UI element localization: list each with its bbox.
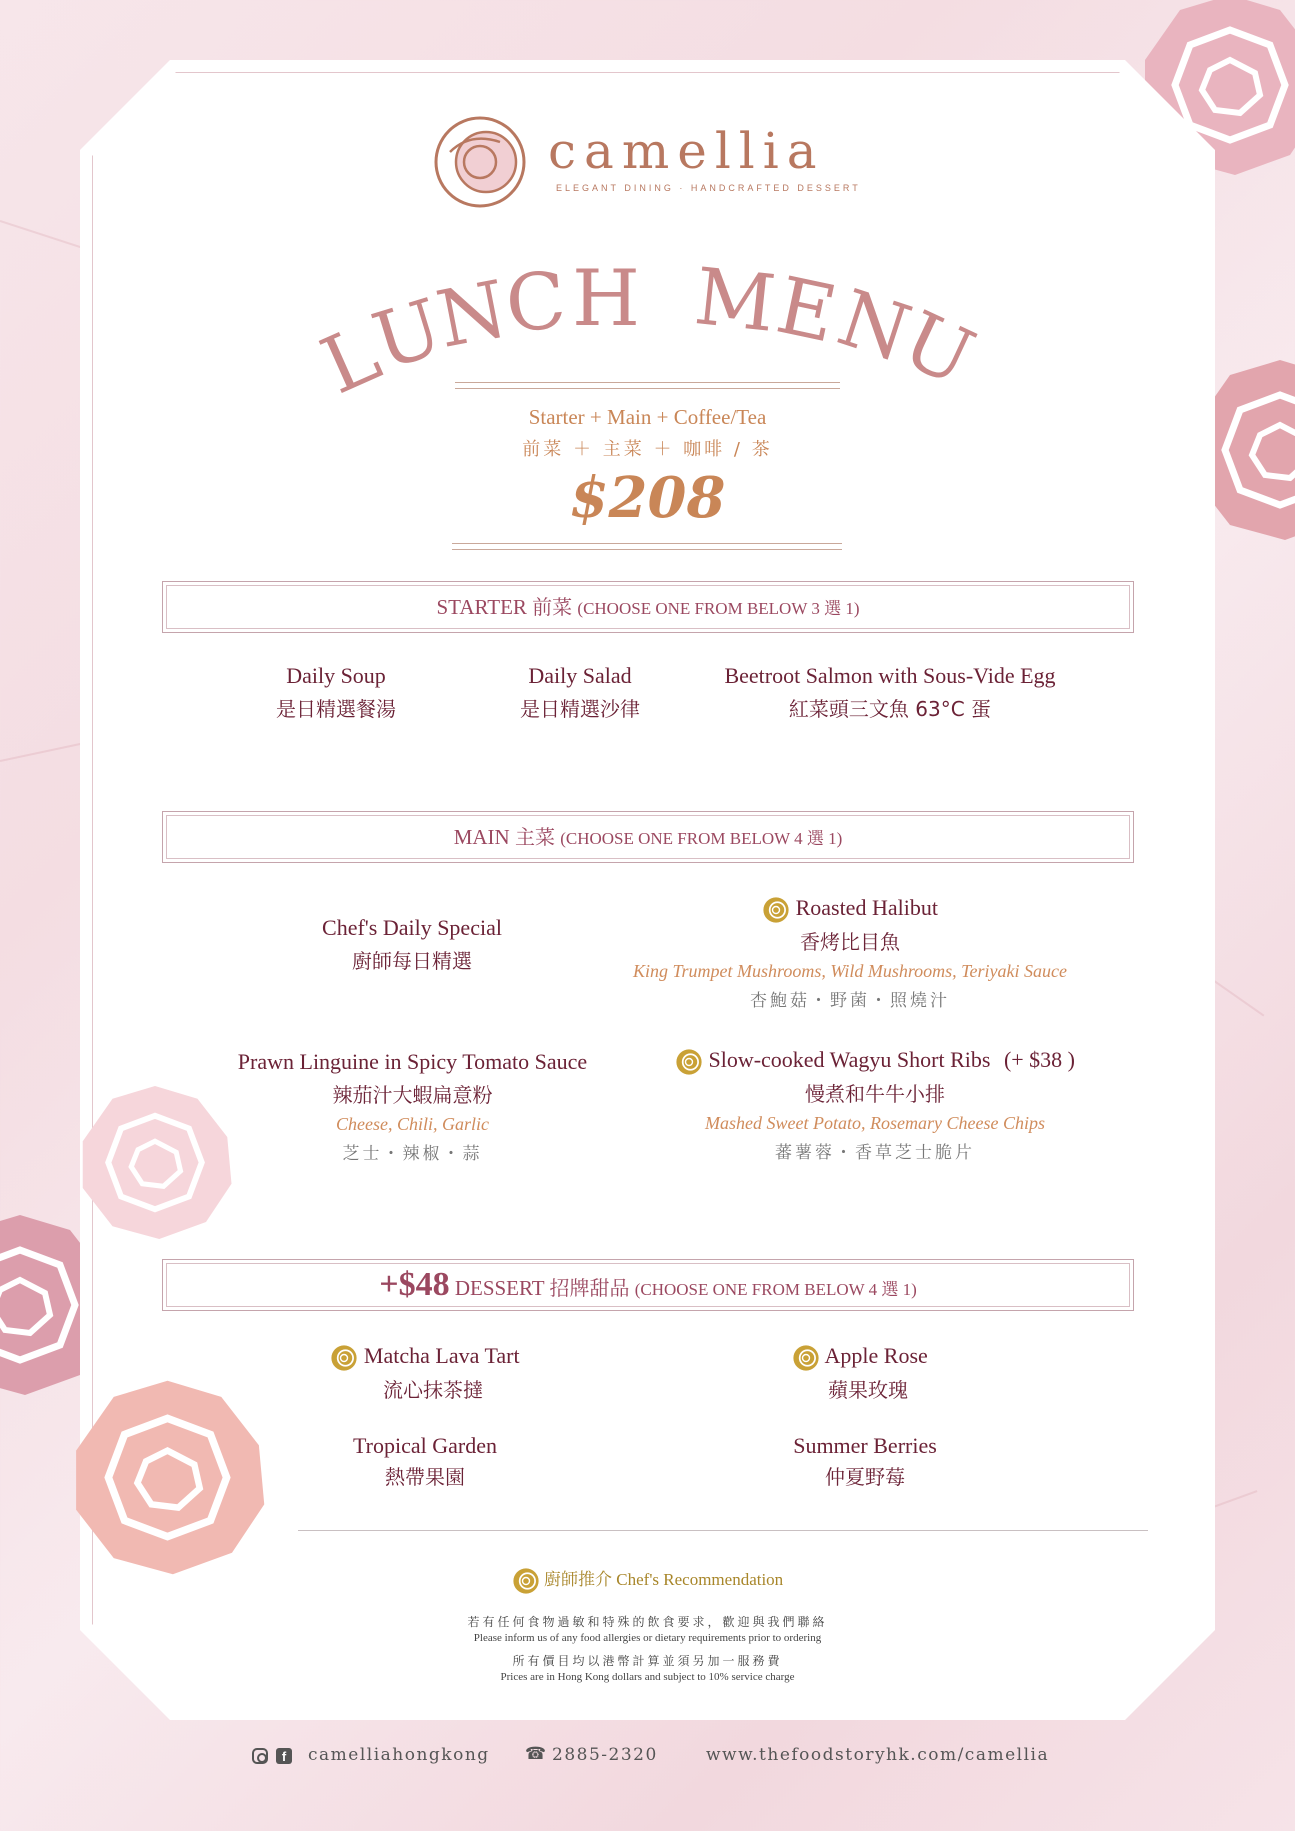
title-letter: H — [572, 254, 643, 344]
menu-item: Summer Berries 仲夏野莓 — [793, 1433, 937, 1489]
title-letter: M — [690, 251, 782, 351]
combo-zh: 前菜 ＋ 主菜 ＋ 咖啡 / 茶 — [522, 439, 773, 460]
title-letter: U — [363, 282, 455, 388]
divider — [455, 382, 840, 389]
title-letter: E — [769, 260, 846, 362]
website-link[interactable]: www.thefoodstoryhk.com/camellia — [706, 1745, 1050, 1765]
chef-recommendation-icon — [762, 896, 790, 924]
menu-item: Daily Soup 是日精選餐湯 — [276, 663, 396, 721]
menu-item: Daily Salad 是日精選沙律 — [520, 663, 640, 721]
camellia-flower-icon — [60, 1365, 275, 1590]
camellia-logo-icon — [430, 112, 530, 212]
menu-item: Chef's Daily Special 廚師每日精選 — [322, 915, 502, 973]
chef-recommendation-icon — [330, 1344, 358, 1372]
menu-item: Slow-cooked Wagyu Short Ribs (+ $38 ) 慢煮和牛牛小排 Mashed Sweet Potato, Rosemary Cheese Chips 蕃薯蓉・香草芝士脆片 — [640, 1047, 1110, 1163]
instagram-icon — [252, 1748, 268, 1764]
menu-item: Beetroot Salmon with Sous-Vide Egg 紅菜頭三文魚 63°C 蛋 — [724, 663, 1056, 721]
brand-tagline: ELEGANT DINING · HANDCRAFTED DESSERT — [556, 183, 861, 193]
divider — [452, 543, 842, 550]
title-letter: N — [430, 264, 517, 366]
title-letter: C — [502, 255, 572, 351]
phone-number[interactable]: 2885-2320 — [552, 1745, 658, 1765]
brand-name: camellia — [548, 122, 825, 180]
chef-recommendation-icon — [512, 1567, 540, 1595]
social-handle[interactable]: camelliahongkong — [308, 1745, 490, 1765]
title-letter: U — [889, 294, 989, 406]
phone-icon: ☎ — [525, 1744, 547, 1764]
surcharge: (+ $38 ) — [1003, 1047, 1076, 1072]
main-heading: MAIN 主菜 (CHOOSE ONE FROM BELOW 4 選 1) — [162, 811, 1134, 863]
footer — [250, 1745, 1070, 1775]
menu-item: Tropical Garden 熱帶果園 — [353, 1433, 497, 1489]
divider — [298, 1530, 1148, 1531]
chef-recommendation-icon — [675, 1048, 703, 1076]
menu-item: Apple Rose 蘋果玫瑰 — [730, 1343, 990, 1403]
set-price: $208 — [569, 465, 726, 531]
menu-item: Matcha Lava Tart 流心抹茶撻 — [275, 1343, 575, 1403]
chef-recommendation-icon — [792, 1344, 820, 1372]
facebook-icon: f — [276, 1748, 292, 1764]
starter-heading: STARTER 前菜 (CHOOSE ONE FROM BELOW 3 選 1) — [162, 581, 1134, 633]
dessert-heading: +$48 DESSERT 招牌甜品 (CHOOSE ONE FROM BELOW 4 選 1) — [162, 1259, 1134, 1311]
menu-item: Prawn Linguine in Spicy Tomato Sauce 辣茄汁大蝦扁意粉 Cheese, Chili, Garlic 芝士・辣椒・蒜 — [237, 1049, 588, 1164]
title-letter: L — [309, 307, 395, 413]
combo-en: Starter + Main + Coffee/Tea — [528, 405, 767, 429]
title-letter: N — [827, 273, 923, 381]
menu-item: Roasted Halibut 香烤比目魚 King Trumpet Mushrooms, Wild Mushrooms, Teriyaki Sauce 杏鮑菇・野菌・照燒汁 — [632, 895, 1067, 1011]
legend: 廚師推介 Chef's Recommendation — [400, 1565, 895, 1595]
notes: 若有任何食物過敏和特殊的飲食要求，歡迎與我們聯絡 Please inform us of any food allergies or dietary requirements prior to ordering 所有價目均以港幣計算並須另加一服務費 Prices are in Hong Kong dollars and subject to 10% service charge — [467, 1615, 828, 1683]
